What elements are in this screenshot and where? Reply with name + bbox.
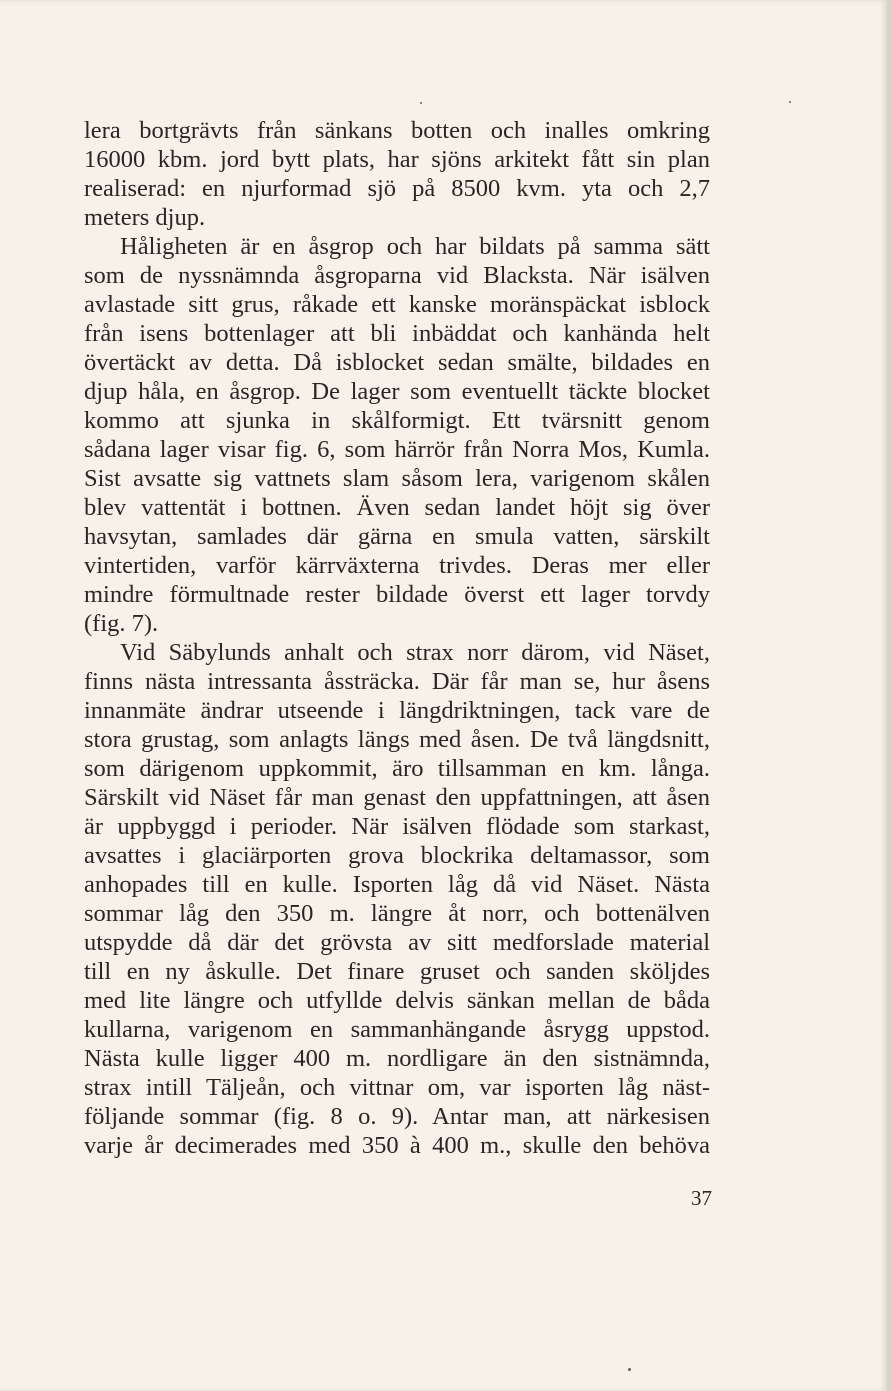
text-line: (fig. 7). [84, 610, 159, 637]
text-line: är uppbyggd i perioder. När isälven flödade som starkast, [84, 813, 710, 840]
text-line: realiserad: en njurformad sjö på 8500 kvm. yta och 2,7 [84, 175, 710, 202]
text-line: vintertiden, varför kärrväxterna trivdes. Deras mer eller [84, 552, 710, 579]
text-line: kommo att sjunka in skålformigt. Ett tvärsnitt genom [84, 407, 710, 434]
text-line: som de nyssnämnda åsgroparna vid Blacksta. När isälven [84, 262, 710, 289]
text-line: finns nästa intressanta åssträcka. Där får man se, hur åsens [84, 668, 710, 695]
paper-speck [420, 102, 422, 104]
text-line: från isens bottenlager att bli inbäddat och kanhända helt [84, 320, 710, 347]
text-line: som därigenom uppkommit, äro tillsamman en km. långa. [84, 755, 710, 782]
text-line: med lite längre och utfyllde delvis sänkan mellan de båda [84, 987, 710, 1014]
text-line: Vid Säbylunds anhalt och strax norr därom, vid Näset, [120, 639, 710, 666]
paper-speck [789, 101, 791, 103]
text-line: Nästa kulle ligger 400 m. nordligare än den sistnämnda, [84, 1045, 710, 1072]
text-line: kullarna, varigenom en sammanhängande åsrygg uppstod. [84, 1016, 710, 1043]
paper-speck [628, 1368, 631, 1371]
text-line: 16000 kbm. jord bytt plats, har sjöns arkitekt fått sin plan [84, 146, 710, 173]
page-number: 37 [691, 1186, 712, 1210]
text-line: blev vattentät i bottnen. Även sedan landet höjt sig över [84, 494, 710, 521]
text-line: följande sommar (fig. 8 o. 9). Antar man, att närkesisen [84, 1103, 710, 1130]
text-line: sådana lager visar fig. 6, som härrör från Norra Mos, Kumla. [84, 436, 710, 463]
text-line: utspydde då där det grövsta av sitt medforslade material [84, 929, 710, 956]
text-line: Sist avsatte sig vattnets slam såsom lera, varigenom skålen [84, 465, 710, 492]
text-line: Håligheten är en åsgrop och har bildats på samma sätt [120, 233, 710, 260]
text-line: avsattes i glaciärporten grova blockrika deltamassor, som [84, 842, 710, 869]
body-text [84, 116, 710, 1160]
text-line: Särskilt vid Näset får man genast den uppfattningen, att åsen [84, 784, 710, 811]
text-line: lera bortgrävts från sänkans botten och inalles omkring [84, 117, 710, 144]
text-line: meters djup. [84, 204, 206, 231]
text-line: varje år decimerades med 350 à 400 m., skulle den behöva [84, 1132, 710, 1159]
text-line: anhopades till en kulle. Isporten låg då vid Näset. Nästa [84, 871, 710, 898]
text-line: mindre förmultnade rester bildade överst ett lager torvdy [84, 581, 710, 608]
text-line: innanmäte ändrar utseende i längdriktningen, tack vare de [84, 697, 710, 724]
text-line: havsytan, samlades där gärna en smula vatten, särskilt [84, 523, 710, 550]
text-line: sommar låg den 350 m. längre åt norr, och bottenälven [84, 900, 710, 927]
text-line: strax intill Täljeån, och vittnar om, var isporten låg näst- [84, 1074, 710, 1101]
text-line: stora grustag, som anlagts längs med åsen. De två längdsnitt, [84, 726, 710, 753]
text-line: till en ny åskulle. Det finare gruset och sanden sköljdes [84, 958, 710, 985]
text-line: övertäckt av detta. Då isblocket sedan smälte, bildades en [84, 349, 710, 376]
text-line: avlastade sitt grus, råkade ett kanske moränspäckat isblock [84, 291, 710, 318]
text-line: djup håla, en åsgrop. De lager som eventuellt täckte blocket [84, 378, 710, 405]
